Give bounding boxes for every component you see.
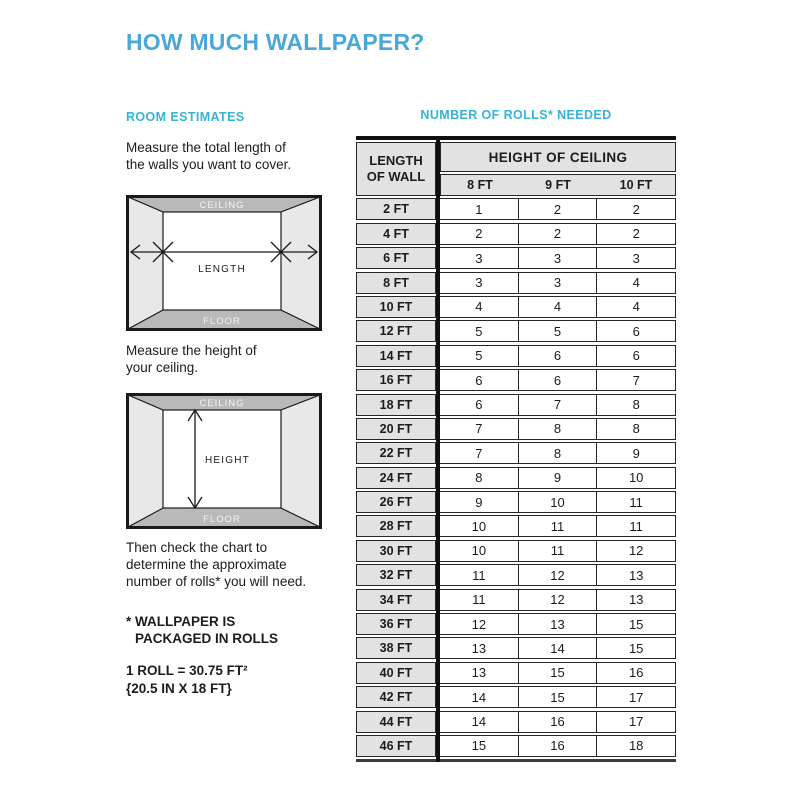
roll-count-cell: 11 — [596, 516, 675, 536]
roll-count-cell: 15 — [518, 663, 597, 683]
roll-count-cell: 14 — [471, 689, 487, 705]
roll-count-cell: 5 — [475, 348, 483, 364]
row-values — [440, 345, 676, 367]
roll-count-cell: 11 — [472, 592, 486, 608]
roll-count-cell: 7 — [475, 445, 483, 461]
row-values — [440, 711, 676, 733]
text-line: Measure the total length of — [126, 140, 286, 155]
roll-count-cell: 17 — [596, 687, 675, 707]
roll-count-cell: 8 — [518, 443, 597, 463]
roll-count-cell: 4 — [518, 297, 597, 317]
row-values — [440, 515, 676, 537]
text-line: the walls you want to cover. — [126, 157, 292, 172]
roll-count-cell: 12 — [518, 590, 597, 610]
roll-count-cell: 8 — [518, 419, 597, 439]
roll-count-cell: 3 — [518, 248, 597, 268]
text-line: OF WALL — [366, 169, 426, 184]
roll-count-cell: 14 — [518, 638, 597, 658]
wall-length-cell: 22 FT — [356, 442, 436, 464]
row-values — [440, 320, 676, 342]
wall-length-cell: 30 FT — [356, 540, 436, 562]
wall-length-cell: 18 FT — [356, 394, 436, 416]
wall-length-cell: 12 FT — [356, 320, 436, 342]
roll-count-cell: 7 — [518, 395, 597, 415]
text-line: LENGTH — [369, 153, 423, 168]
table-row — [356, 467, 676, 489]
roll-count-cell: 13 — [471, 640, 487, 656]
roll-count-cell: 8 — [596, 419, 675, 439]
roll-count-cell: 13 — [596, 565, 675, 585]
roll-count-cell: 2 — [518, 199, 597, 219]
roll-count-cell: 16 — [596, 663, 675, 683]
roll-count-cell: 10 — [596, 468, 675, 488]
row-values — [440, 369, 676, 391]
table-row — [356, 320, 676, 342]
row-values — [440, 613, 676, 635]
roll-count-cell: 6 — [475, 372, 483, 388]
table-row — [356, 198, 676, 220]
footnote-line1: * WALLPAPER IS — [126, 614, 236, 629]
roll-count-cell: 11 — [518, 541, 597, 561]
row-values — [440, 637, 676, 659]
roll-count-cell: 10 — [518, 492, 597, 512]
table-row — [356, 247, 676, 269]
wall-length-cell: 42 FT — [356, 686, 436, 708]
wall-length-cell: 24 FT — [356, 467, 436, 489]
table-row — [356, 345, 676, 367]
row-values — [440, 564, 676, 586]
roll-count-cell: 15 — [518, 687, 597, 707]
roll-count-cell: 3 — [475, 275, 483, 291]
page-title: HOW MUCH WALLPAPER? — [126, 29, 425, 55]
wall-length-cell: 10 FT — [356, 296, 436, 318]
table-bottom-rule — [356, 759, 676, 762]
roll-count-cell: 13 — [518, 614, 597, 634]
roll-count-cell: 4 — [596, 273, 675, 293]
roll-count-cell: 10 — [471, 543, 487, 559]
roll-count-cell: 12 — [596, 541, 675, 561]
row-values — [440, 589, 676, 611]
roll-count-cell: 3 — [596, 248, 675, 268]
table-row — [356, 735, 676, 757]
right-wall-surface — [281, 197, 320, 329]
footnote-line2: PACKAGED IN ROLLS — [135, 631, 279, 646]
roll-count-cell: 8 — [596, 395, 675, 415]
row-values — [440, 418, 676, 440]
wall-length-cell: 4 FT — [356, 223, 436, 245]
roll-count-cell: 3 — [475, 250, 483, 266]
wall-length-cell: 40 FT — [356, 662, 436, 684]
wallpaper-footnote — [126, 613, 278, 647]
wall-length-cell: 16 FT — [356, 369, 436, 391]
row-values — [440, 272, 676, 294]
text-line: your ceiling. — [126, 360, 199, 375]
text-line: Measure the height of — [126, 343, 257, 358]
roll-count-cell: 6 — [596, 321, 675, 341]
roll-info-line2: {20.5 IN X 18 FT} — [126, 681, 232, 696]
rolls-table — [356, 136, 676, 762]
table-row — [356, 418, 676, 440]
instruction-measure-height — [126, 342, 346, 376]
right-wall-surface — [281, 395, 320, 527]
row-values — [440, 247, 676, 269]
text-line: Then check the chart to — [126, 540, 268, 555]
instruction-check-chart — [126, 539, 346, 590]
table-row — [356, 662, 676, 684]
roll-count-cell: 4 — [475, 299, 483, 315]
floor-label: FLOOR — [203, 514, 241, 525]
row-values — [440, 198, 676, 220]
height-label: HEIGHT — [205, 455, 250, 466]
table-body — [356, 198, 676, 757]
roll-count-cell: 16 — [518, 736, 597, 756]
row-values — [440, 735, 676, 757]
left-wall-surface — [128, 395, 163, 527]
column-header-8ft: 8 FT — [467, 178, 493, 192]
ceiling-label: CEILING — [199, 200, 245, 211]
wall-length-cell: 8 FT — [356, 272, 436, 294]
wall-length-cell: 38 FT — [356, 637, 436, 659]
wall-length-cell: 34 FT — [356, 589, 436, 611]
wall-length-cell: 36 FT — [356, 613, 436, 635]
roll-count-cell: 6 — [596, 346, 675, 366]
roll-count-cell: 18 — [596, 736, 675, 756]
roll-count-cell: 9 — [518, 468, 597, 488]
height-of-ceiling-header: HEIGHT OF CEILING — [440, 142, 676, 172]
roll-count-cell: 15 — [596, 614, 675, 634]
table-row — [356, 686, 676, 708]
table-row — [356, 296, 676, 318]
table-row — [356, 589, 676, 611]
roll-count-cell: 13 — [596, 590, 675, 610]
roll-count-cell: 17 — [596, 712, 675, 732]
instruction-measure-length — [126, 139, 346, 173]
roll-count-cell: 2 — [596, 199, 675, 219]
row-values — [440, 491, 676, 513]
row-values — [440, 223, 676, 245]
wall-length-cell: 44 FT — [356, 711, 436, 733]
row-values — [440, 467, 676, 489]
roll-count-cell: 6 — [518, 370, 597, 390]
row-values — [440, 686, 676, 708]
length-label: LENGTH — [198, 264, 246, 275]
wall-length-cell: 46 FT — [356, 735, 436, 757]
wall-length-cell: 20 FT — [356, 418, 436, 440]
roll-count-cell: 12 — [471, 616, 487, 632]
wall-length-cell: 2 FT — [356, 198, 436, 220]
row-values — [440, 442, 676, 464]
roll-count-cell: 7 — [475, 421, 483, 437]
table-row — [356, 491, 676, 513]
table-row — [356, 540, 676, 562]
row-values — [440, 296, 676, 318]
table-header — [356, 142, 676, 196]
room-estimates-heading: ROOM ESTIMATES — [126, 110, 245, 124]
table-row — [356, 442, 676, 464]
roll-size-info — [126, 662, 248, 698]
wall-length-cell: 26 FT — [356, 491, 436, 513]
roll-count-cell: 16 — [518, 712, 597, 732]
rolls-needed-heading: NUMBER OF ROLLS* NEEDED — [420, 108, 612, 122]
roll-count-cell: 1 — [475, 201, 483, 217]
roll-count-cell: 10 — [471, 518, 487, 534]
column-header-10ft: 10 FT — [619, 178, 653, 192]
room-height-diagram — [126, 393, 322, 529]
roll-count-cell: 2 — [596, 224, 675, 244]
roll-count-cell: 7 — [596, 370, 675, 390]
roll-count-cell: 11 — [472, 567, 486, 583]
length-of-wall-header — [356, 142, 436, 196]
wall-length-cell: 28 FT — [356, 515, 436, 537]
roll-count-cell: 6 — [475, 397, 483, 413]
roll-count-cell: 5 — [475, 323, 483, 339]
roll-count-cell: 11 — [518, 516, 597, 536]
table-column-divider — [436, 136, 440, 762]
ceiling-label: CEILING — [199, 398, 245, 409]
roll-count-cell: 13 — [471, 665, 487, 681]
roll-count-cell: 2 — [518, 224, 597, 244]
back-wall — [163, 212, 281, 310]
table-row — [356, 637, 676, 659]
left-wall-surface — [128, 197, 163, 329]
roll-count-cell: 3 — [518, 273, 597, 293]
ceiling-header-group — [440, 142, 676, 196]
roll-count-cell: 5 — [518, 321, 597, 341]
column-header-9ft: 9 FT — [545, 178, 571, 192]
row-values — [440, 540, 676, 562]
roll-count-cell: 9 — [475, 494, 483, 510]
table-row — [356, 394, 676, 416]
roll-count-cell: 15 — [596, 638, 675, 658]
roll-count-cell: 9 — [596, 443, 675, 463]
text-line: number of rolls* you will need. — [126, 574, 307, 589]
roll-count-cell: 4 — [596, 297, 675, 317]
roll-count-cell: 2 — [475, 226, 483, 242]
table-row — [356, 711, 676, 733]
wall-length-cell: 6 FT — [356, 247, 436, 269]
table-row — [356, 223, 676, 245]
row-values — [440, 662, 676, 684]
roll-info-line1: 1 ROLL = 30.75 FT² — [126, 663, 248, 678]
roll-count-cell: 14 — [471, 714, 487, 730]
wall-length-cell: 14 FT — [356, 345, 436, 367]
table-row — [356, 613, 676, 635]
table-row — [356, 272, 676, 294]
text-line: determine the approximate — [126, 557, 287, 572]
room-length-diagram — [126, 195, 322, 331]
roll-count-cell: 6 — [518, 346, 597, 366]
roll-count-cell: 15 — [471, 738, 487, 754]
wall-length-cell: 32 FT — [356, 564, 436, 586]
roll-count-cell: 8 — [475, 470, 483, 486]
row-values — [440, 394, 676, 416]
table-row — [356, 369, 676, 391]
floor-label: FLOOR — [203, 316, 241, 327]
table-top-rule — [356, 136, 676, 140]
ceiling-height-subheader-row — [440, 174, 676, 196]
roll-count-cell: 12 — [518, 565, 597, 585]
table-row — [356, 564, 676, 586]
roll-count-cell: 11 — [596, 492, 675, 512]
table-row — [356, 515, 676, 537]
